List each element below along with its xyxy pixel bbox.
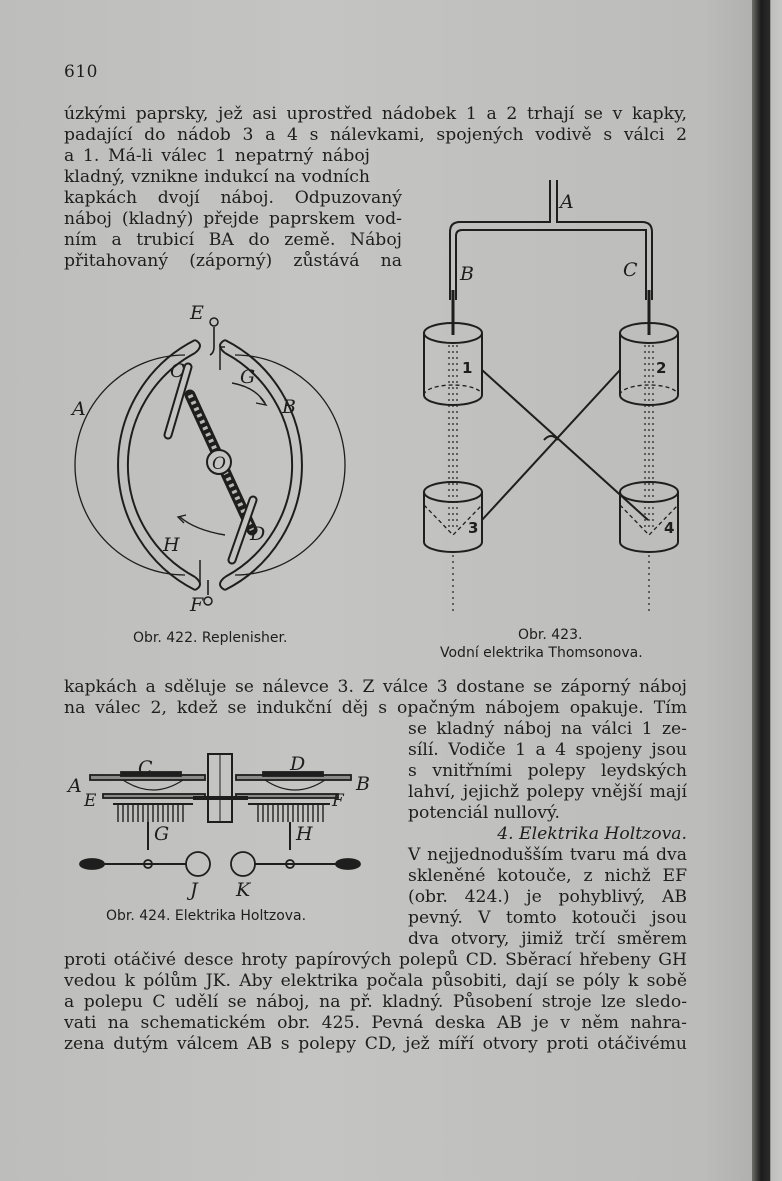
fig422-label-C: C xyxy=(170,360,185,382)
figure-423-thomson xyxy=(410,170,690,630)
fig423-label-B: B xyxy=(460,263,474,285)
text-line: a polepu C udělí se náboj, na př. kladný. Působení stroje lze sledo- xyxy=(64,992,687,1012)
text-line: pevný. V tomto kotouči jsou xyxy=(408,908,687,928)
fig424-label-H: H xyxy=(296,823,313,845)
figure-422-replenisher xyxy=(60,295,370,625)
fig423-label-A: A xyxy=(560,191,574,213)
text-line: dva otvory, jimiž trčí směrem xyxy=(408,929,687,949)
text-line: náboj (kladný) přejde paprskem vod- xyxy=(64,209,402,229)
fig422-label-G: G xyxy=(240,366,256,388)
text-line: lahví, jejichž polepy vnější mají xyxy=(408,782,687,802)
page-number: 610 xyxy=(64,62,98,82)
section-heading: 4. Elektrika Holtzova. xyxy=(497,824,687,844)
fig423-label-4: 4 xyxy=(664,519,675,537)
text-line: přitahovaný (záporný) zůstává na xyxy=(64,251,402,271)
fig424-label-J: J xyxy=(190,879,198,901)
fig424-label-F: F xyxy=(332,791,344,811)
fig422-label-F: F xyxy=(190,594,204,616)
text-line: kladný, vznikne indukcí na vodních xyxy=(64,167,370,187)
fig424-label-B: B xyxy=(356,773,370,795)
text-line: proti otáčivé desce hroty papírových polepů CD. Sběrací hřebeny GH xyxy=(64,950,687,970)
text-line: úzkými paprsky, jež asi uprostřed nádobek 1 a 2 trhají se v kapky, xyxy=(64,104,687,124)
fig424-label-C: C xyxy=(138,757,153,779)
text-line: ním a trubicí BA do země. Náboj xyxy=(64,230,402,250)
figure-423-caption-number: Obr. 423. xyxy=(518,627,583,643)
fig422-label-B: B xyxy=(282,396,296,418)
fig423-label-C: C xyxy=(623,259,638,281)
text-line: zena dutým válcem AB s polepy CD, jež míří otvory proti otáčivému xyxy=(64,1034,687,1054)
figure-422-caption: Obr. 422. Replenisher. xyxy=(133,630,288,646)
fig422-label-E: E xyxy=(190,302,204,324)
text-line: se kladný náboj na válci 1 ze- xyxy=(408,719,687,739)
text-line: (obr. 424.) je pohyblivý, AB xyxy=(408,887,687,907)
text-line: potenciál nullový. xyxy=(408,803,560,823)
text-line: s vnitřními polepy leydských xyxy=(408,761,687,781)
fig424-label-K: K xyxy=(236,879,251,901)
fig424-label-D: D xyxy=(290,753,306,775)
text-line: kapkách a sděluje se nálevce 3. Z válce 3 dostane se záporný náboj xyxy=(64,677,687,697)
fig424-label-G: G xyxy=(154,823,170,845)
figure-424-holtz xyxy=(68,742,368,902)
text-line: kapkách dvojí náboj. Odpuzovaný xyxy=(64,188,402,208)
text-line: vedou k pólům JK. Aby elektrika počala působiti, dají se póly k sobě xyxy=(64,971,687,991)
text-line: skleněné kotouče, z nichž EF xyxy=(408,866,687,886)
fig422-label-O: O xyxy=(212,454,226,474)
figure-424-caption: Obr. 424. Elektrika Holtzova. xyxy=(106,908,307,924)
fig422-label-D: D xyxy=(250,523,266,545)
book-spine xyxy=(752,0,782,1181)
text-line: vati na schematickém obr. 425. Pevná deska AB je v něm nahra- xyxy=(64,1013,687,1033)
fig423-label-2: 2 xyxy=(656,359,667,377)
fig424-label-E: E xyxy=(84,791,97,811)
text-line: padající do nádob 3 a 4 s nálevkami, spojených vodivě s válci 2 xyxy=(64,125,687,145)
text-line: V nejjednodušším tvaru má dva xyxy=(408,845,687,865)
text-line: a 1. Má-li válec 1 nepatrný náboj xyxy=(64,146,370,166)
fig424-label-A: A xyxy=(68,775,82,797)
fig423-label-1: 1 xyxy=(462,359,473,377)
text-line: na válec 2, kdež se indukční děj s opačným nábojem opakuje. Tím xyxy=(64,698,687,718)
fig423-label-3: 3 xyxy=(468,519,479,537)
text-line: sílí. Vodiče 1 a 4 spojeny jsou xyxy=(408,740,687,760)
fig422-label-A: A xyxy=(72,398,86,420)
figure-423-caption-title: Vodní elektrika Thomsonova. xyxy=(440,645,643,661)
fig422-label-H: H xyxy=(163,534,180,556)
